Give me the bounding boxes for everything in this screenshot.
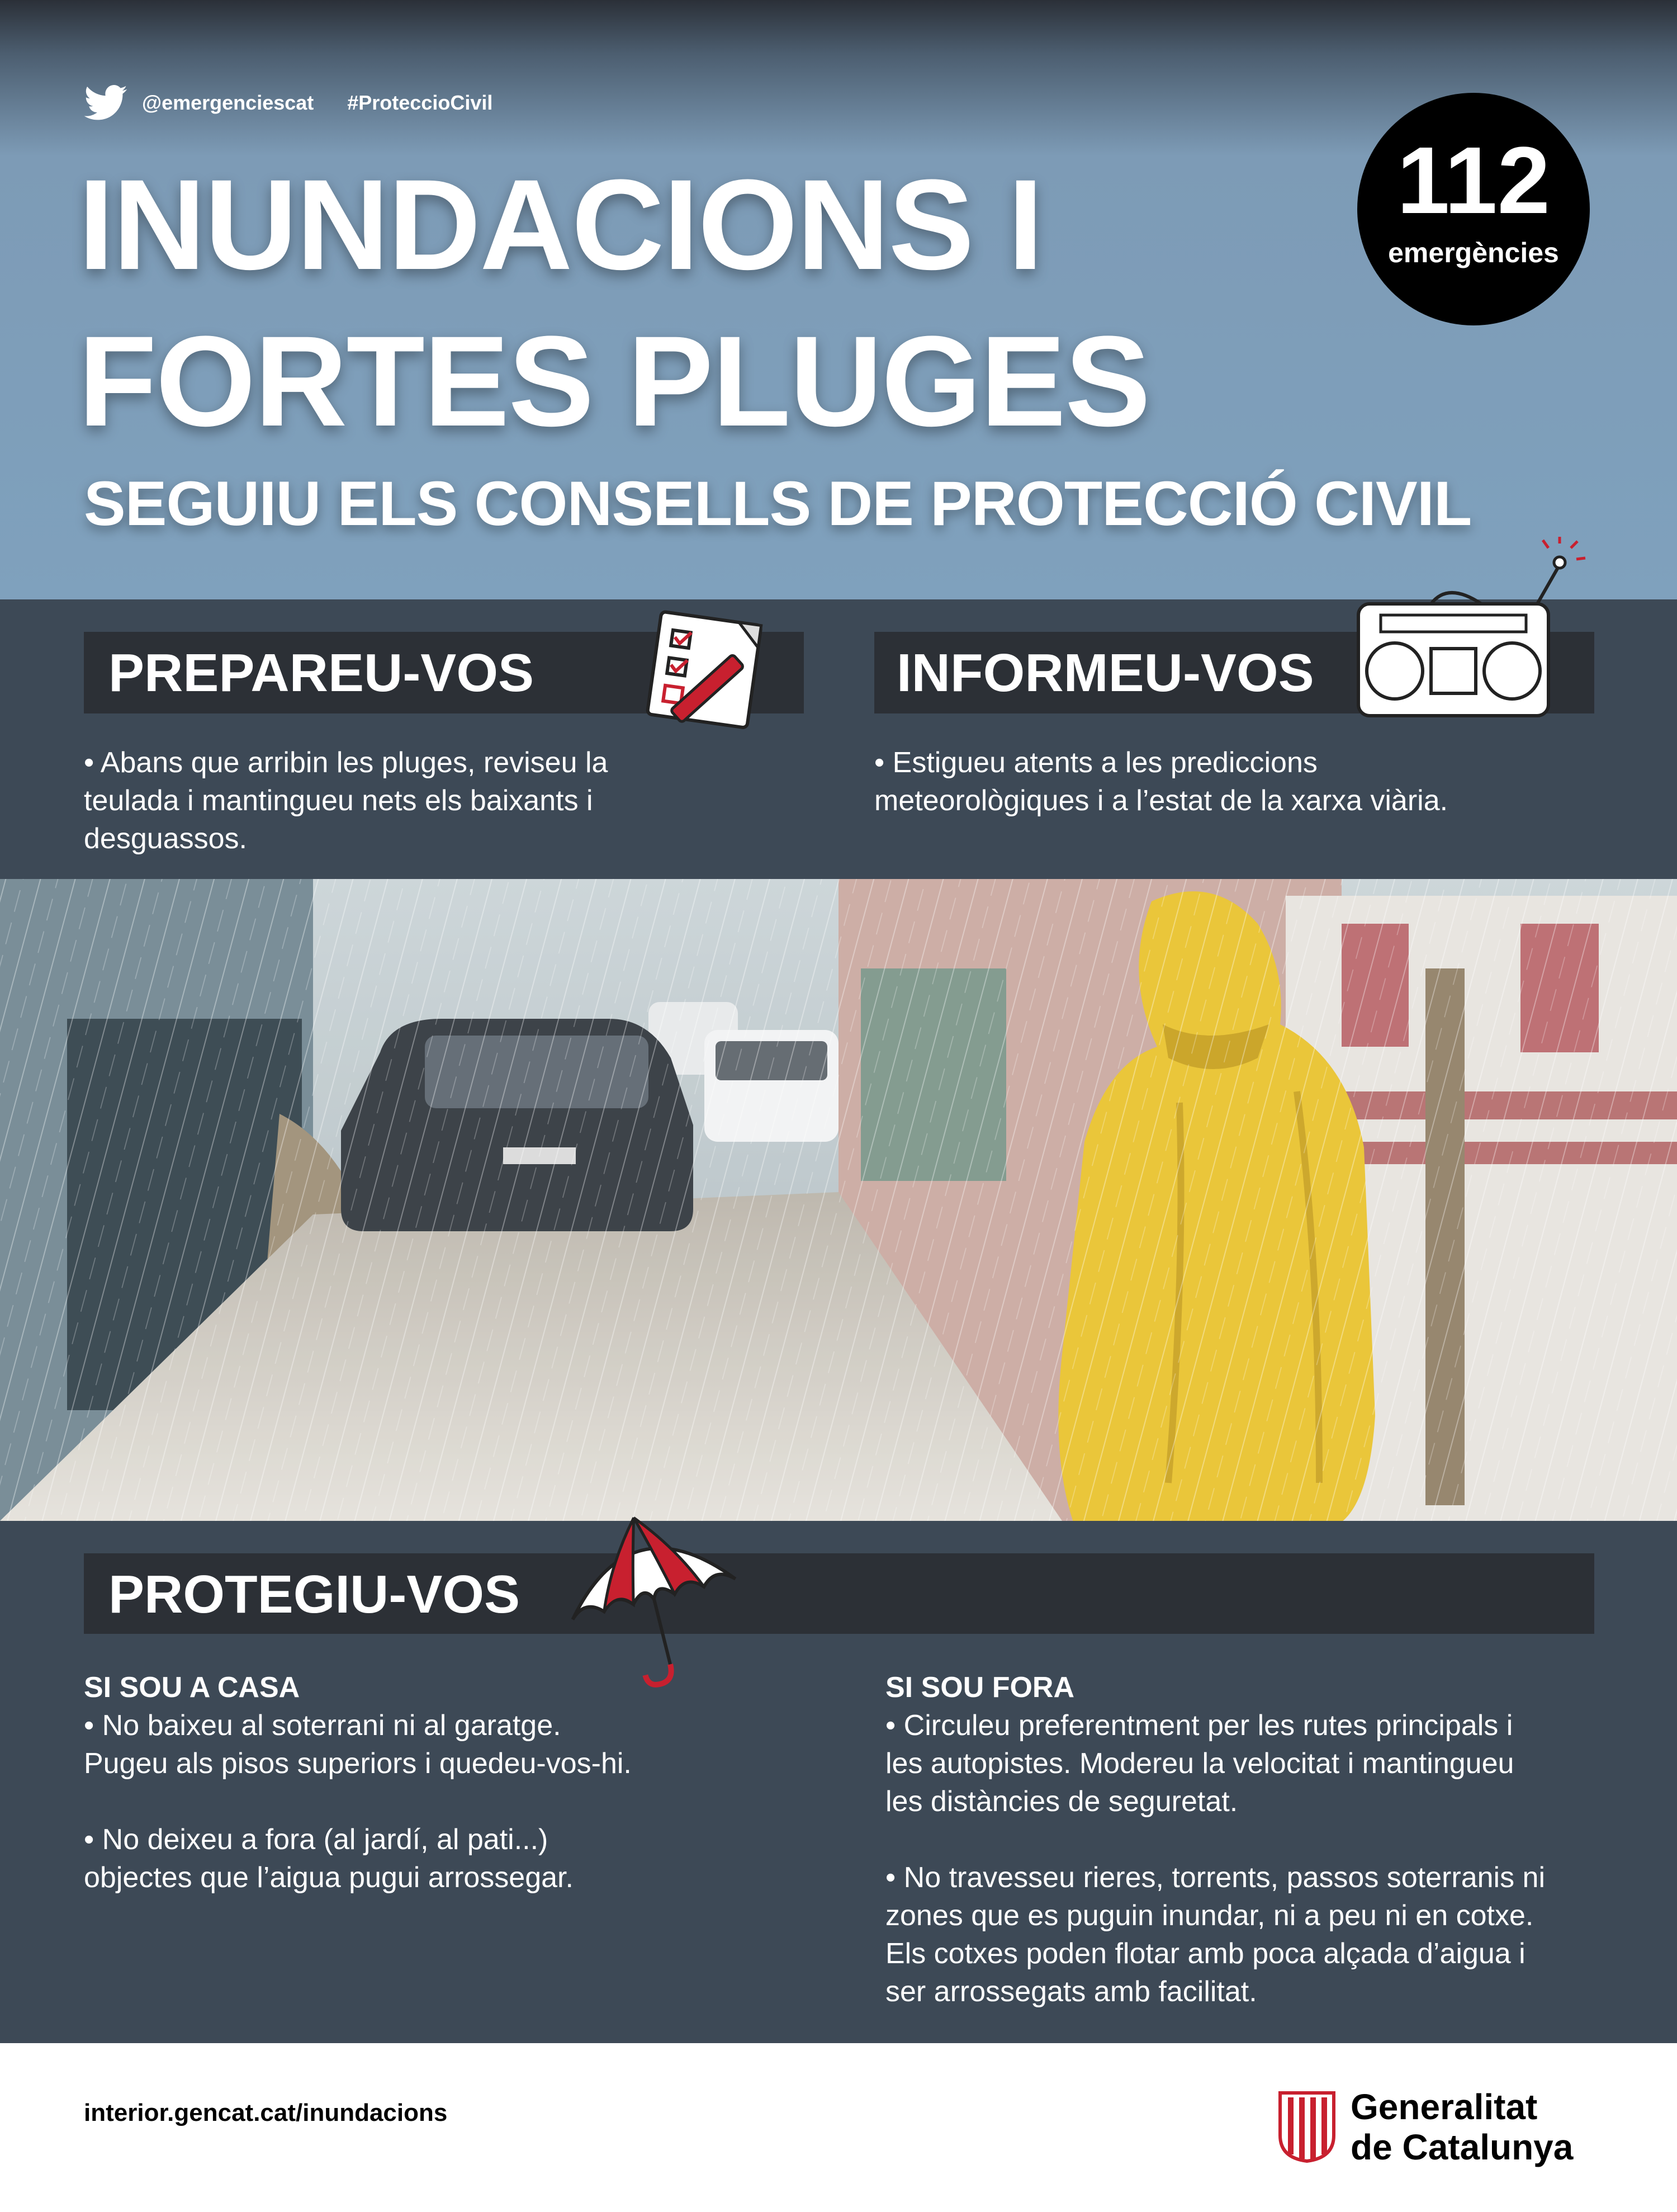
header xyxy=(0,0,1677,599)
emergency-number: 112 xyxy=(1396,127,1551,234)
footer-url-link[interactable]: interior.gencat.cat/inundacions xyxy=(84,2099,448,2126)
prepare-text xyxy=(84,744,811,858)
logo-line-1: Generalitat xyxy=(1351,2087,1538,2127)
home-label: SI SOU A CASA xyxy=(84,1671,300,1704)
logo-text xyxy=(1351,2087,1573,2167)
checklist-pencil-icon xyxy=(637,607,777,730)
twitter-handle[interactable]: @emergenciescat xyxy=(142,91,314,114)
outside-p1-line-3: les distàncies de seguretat. xyxy=(885,1785,1238,1818)
inform-text xyxy=(874,744,1601,820)
footer xyxy=(0,2043,1677,2212)
home-spacer xyxy=(84,1783,839,1821)
emergency-badge[interactable] xyxy=(1357,93,1590,325)
outside-label: SI SOU FORA xyxy=(885,1671,1075,1704)
flooded-street-photo xyxy=(0,879,1677,1521)
protect-title: PROTEGIU-VOS xyxy=(108,1565,520,1624)
home-advice xyxy=(84,1669,839,1897)
prepare-line-3: desguassos. xyxy=(84,823,247,855)
prepare-line-2: teulada i mantingueu nets els baixants i xyxy=(84,784,593,817)
social-bar xyxy=(84,85,492,121)
title-line-1: INUNDACIONS I xyxy=(78,153,1043,296)
umbrella-icon xyxy=(559,1504,749,1694)
prepare-title: PREPAREU-VOS xyxy=(108,643,534,703)
generalitat-logo-icon xyxy=(1278,2091,1336,2163)
outside-p2-line-2: zones que es puguin inundar, ni a peu ni en cotxe. xyxy=(885,1899,1534,1932)
inform-line-2: meteorològiques i a l’estat de la xarxa viària. xyxy=(874,784,1448,817)
outside-p2-line-3: Els cotxes poden flotar amb poca alçada d’aigua i xyxy=(885,1937,1526,1970)
outside-spacer xyxy=(885,1821,1612,1859)
generalitat-logo[interactable] xyxy=(1278,2087,1573,2167)
page-title xyxy=(78,146,1364,460)
home-p2-line-2: objectes que l’aigua pugui arrossegar. xyxy=(84,1861,574,1894)
home-p1-line-1: • No baixeu al soterrani ni al garatge. xyxy=(84,1709,561,1742)
outside-p1-line-2: les autopistes. Modereu la velocitat i mantingueu xyxy=(885,1747,1514,1780)
page-subtitle: SEGUIU ELS CONSELLS DE PROTECCIÓ CIVIL xyxy=(84,469,1472,538)
hashtag[interactable]: #ProteccioCivil xyxy=(347,91,493,114)
radio-icon xyxy=(1347,537,1593,738)
inform-line-1: • Estigueu atents a les prediccions xyxy=(874,746,1318,779)
home-p1-line-2: Pugeu als pisos superiors i quedeu-vos-hi. xyxy=(84,1747,632,1780)
emergency-label: emergències xyxy=(1388,237,1559,268)
outside-advice xyxy=(885,1669,1612,2011)
outside-p1-line-1: • Circuleu preferentment per les rutes principals i xyxy=(885,1709,1513,1742)
title-line-2: FORTES PLUGES xyxy=(78,309,1150,453)
outside-p2-line-1: • No travesseu rieres, torrents, passos soterranis ni xyxy=(885,1861,1546,1894)
home-p2-line-1: • No deixeu a fora (al jardí, al pati...) xyxy=(84,1823,548,1856)
prepare-line-1: • Abans que arribin les pluges, reviseu la xyxy=(84,746,608,779)
logo-line-2: de Catalunya xyxy=(1351,2127,1574,2167)
outside-p2-line-4: ser arrossegats amb facilitat. xyxy=(885,1975,1257,2008)
inform-title: INFORMEU-VOS xyxy=(897,643,1314,703)
twitter-bird-icon xyxy=(84,85,127,121)
